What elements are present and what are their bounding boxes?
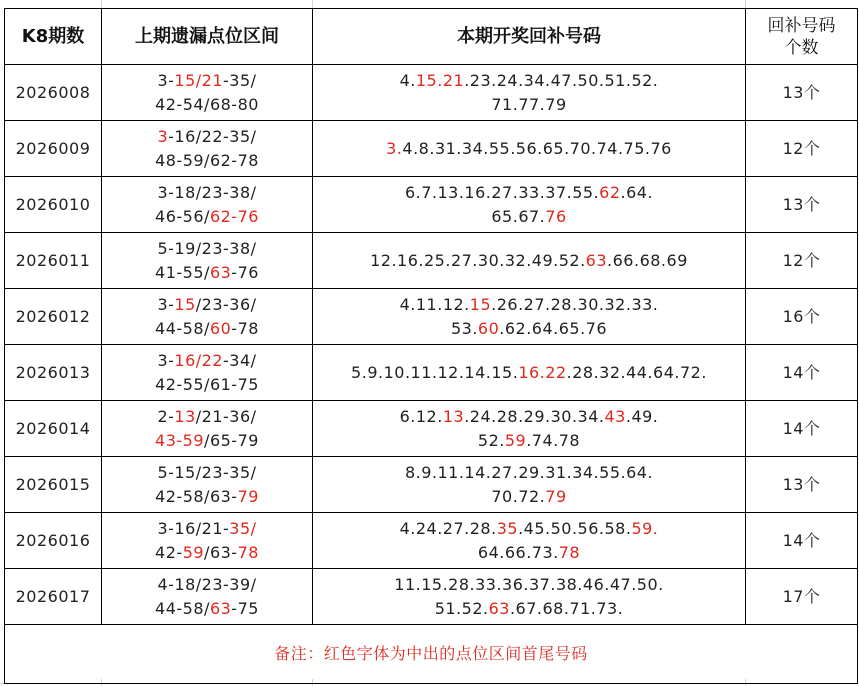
highlighted-segment: 59	[182, 542, 205, 562]
range-line	[102, 485, 312, 509]
table-row	[5, 65, 858, 121]
range-line	[102, 461, 312, 485]
header-drawn-numbers: 本期开奖回补号码	[313, 9, 746, 65]
numbers-line	[313, 597, 745, 621]
header-count-line1: 回补号码	[767, 15, 836, 36]
text-segment: 2-	[157, 406, 175, 426]
highlighted-segment: 62	[599, 182, 621, 202]
text-segment: 12.16.25.27.30.32.49.52.	[370, 250, 586, 270]
highlighted-segment: 76	[545, 206, 567, 226]
text-segment: 5.9.10.11.12.14.15.	[351, 362, 519, 382]
highlighted-segment: 13	[442, 406, 465, 426]
highlighted-segment: 15	[469, 294, 492, 314]
range-line	[102, 429, 312, 453]
text-segment: /65-79	[204, 430, 259, 450]
text-segment: 46-56/	[155, 206, 210, 226]
issue-cell: 2026009	[5, 121, 102, 177]
text-segment: 44-58/	[155, 318, 210, 338]
range-cell	[102, 121, 313, 177]
note-text: 备注：红色字体为中出的点位区间首尾号码	[5, 625, 858, 684]
numbers-cell	[313, 233, 746, 289]
highlighted-segment: 35/	[229, 518, 257, 538]
text-segment: -35/	[223, 70, 257, 90]
numbers-line	[313, 249, 745, 273]
text-segment: .67.68.71.73.	[509, 598, 624, 618]
range-line	[102, 373, 312, 397]
range-line	[102, 149, 312, 173]
header-issue: K8期数	[5, 9, 102, 65]
table-row	[5, 177, 858, 233]
highlighted-segment: 3.	[386, 138, 403, 158]
numbers-line	[313, 181, 745, 205]
highlighted-segment: 43-59	[155, 430, 205, 450]
range-cell	[102, 569, 313, 625]
text-segment: -75	[231, 598, 259, 618]
numbers-line	[313, 93, 745, 117]
range-line	[102, 293, 312, 317]
text-segment: .24.28.29.30.34.	[464, 406, 605, 426]
range-cell	[102, 65, 313, 121]
text-segment: .49.	[625, 406, 659, 426]
highlighted-segment: 43	[604, 406, 626, 426]
highlighted-segment: 63	[209, 262, 232, 282]
issue-cell: 2026015	[5, 457, 102, 513]
text-segment: /63-	[204, 542, 238, 562]
text-segment: 42-	[155, 542, 183, 562]
count-cell: 14个	[746, 345, 858, 401]
numbers-line	[313, 69, 745, 93]
text-segment: .66.68.69	[607, 250, 688, 270]
k8-table	[4, 8, 858, 684]
range-line	[102, 93, 312, 117]
text-segment: 4.	[399, 70, 416, 90]
count-cell: 14个	[746, 401, 858, 457]
header-row	[5, 9, 858, 65]
text-segment: -78	[231, 318, 259, 338]
range-line	[102, 261, 312, 285]
text-segment: .74.78	[526, 430, 581, 450]
text-segment: 6.12.	[399, 406, 443, 426]
text-segment: -34/	[223, 350, 257, 370]
numbers-cell	[313, 513, 746, 569]
numbers-line	[313, 317, 745, 341]
table-row	[5, 401, 858, 457]
highlighted-segment: 78	[237, 542, 259, 562]
text-segment: /21-36/	[195, 406, 257, 426]
text-segment: 41-55/	[155, 262, 210, 282]
text-segment: 44-58/	[155, 598, 210, 618]
grid-line	[745, 0, 746, 8]
text-segment: 3-	[157, 350, 175, 370]
numbers-cell	[313, 177, 746, 233]
text-segment: 5-19/23-38/	[157, 238, 257, 258]
range-cell	[102, 401, 313, 457]
highlighted-segment: 79	[237, 486, 259, 506]
highlighted-segment: 16.22	[518, 362, 567, 382]
numbers-line	[313, 573, 745, 597]
text-segment: 3-16/21-	[157, 518, 230, 538]
numbers-cell	[313, 457, 746, 513]
issue-cell: 2026011	[5, 233, 102, 289]
issue-cell: 2026017	[5, 569, 102, 625]
range-cell	[102, 345, 313, 401]
numbers-line	[313, 361, 745, 385]
text-segment: 4.8.31.34.55.56.65.70.74.75.76	[402, 138, 672, 158]
text-segment: 65.67.	[491, 206, 546, 226]
highlighted-segment: 15	[174, 294, 196, 314]
range-line	[102, 597, 312, 621]
text-segment: .45.50.56.58.	[518, 518, 632, 538]
numbers-line	[313, 485, 745, 509]
issue-cell: 2026012	[5, 289, 102, 345]
range-line	[102, 517, 312, 541]
highlighted-segment: 59	[504, 430, 527, 450]
text-segment: 4.24.27.28.	[399, 518, 497, 538]
table-row	[5, 121, 858, 177]
header-count-line2: 个数	[784, 37, 819, 58]
numbers-cell	[313, 289, 746, 345]
range-line	[102, 69, 312, 93]
range-cell	[102, 289, 313, 345]
count-cell: 17个	[746, 569, 858, 625]
grid-line	[101, 0, 102, 8]
highlighted-segment: 15.21	[415, 70, 465, 90]
numbers-line	[313, 137, 745, 161]
text-segment: 3-	[157, 70, 175, 90]
text-segment: .64.	[620, 182, 654, 202]
numbers-line	[313, 541, 745, 565]
highlighted-segment: 63	[209, 598, 232, 618]
text-segment: 48-59/62-78	[155, 150, 259, 170]
range-line	[102, 125, 312, 149]
highlighted-segment: 35	[496, 518, 519, 538]
highlighted-segment: 79	[545, 486, 567, 506]
highlighted-segment: 3	[157, 126, 169, 146]
text-segment: 3-18/23-38/	[157, 182, 257, 202]
highlighted-segment: 63	[585, 250, 608, 270]
text-segment: .23.24.34.47.50.51.52.	[464, 70, 659, 90]
text-segment: 64.66.73.	[477, 542, 559, 562]
numbers-cell	[313, 345, 746, 401]
issue-cell: 2026008	[5, 65, 102, 121]
table-row	[5, 233, 858, 289]
text-segment: .26.27.28.30.32.33.	[491, 294, 659, 314]
numbers-line	[313, 517, 745, 541]
count-cell: 13个	[746, 457, 858, 513]
table-row	[5, 457, 858, 513]
highlighted-segment: 62-76	[209, 206, 259, 226]
text-segment: 11.15.28.33.36.37.38.46.47.50.	[394, 574, 664, 594]
range-cell	[102, 233, 313, 289]
text-segment: 42-55/61-75	[155, 374, 259, 394]
text-segment: -16/22-35/	[168, 126, 257, 146]
highlighted-segment: 63	[488, 598, 510, 618]
range-cell	[102, 457, 313, 513]
range-cell	[102, 177, 313, 233]
numbers-line	[313, 429, 745, 453]
text-segment: /23-36/	[195, 294, 257, 314]
text-segment: 4-18/23-39/	[157, 574, 257, 594]
table-row	[5, 289, 858, 345]
range-line	[102, 181, 312, 205]
text-segment: 5-15/23-35/	[157, 462, 257, 482]
text-segment: 42-54/68-80	[155, 94, 259, 114]
grid-line	[312, 0, 313, 8]
highlighted-segment: 60	[477, 318, 500, 338]
text-segment: 3-	[157, 294, 175, 314]
highlighted-segment: 60	[209, 318, 232, 338]
table-row	[5, 513, 858, 569]
numbers-line	[313, 205, 745, 229]
range-line	[102, 205, 312, 229]
range-line	[102, 405, 312, 429]
count-cell: 13个	[746, 65, 858, 121]
numbers-line	[313, 405, 745, 429]
numbers-cell	[313, 121, 746, 177]
highlighted-segment: 16/22	[174, 350, 224, 370]
range-line	[102, 541, 312, 565]
count-cell: 16个	[746, 289, 858, 345]
range-line	[102, 237, 312, 261]
table-row	[5, 345, 858, 401]
text-segment: 42-58/63-	[155, 486, 238, 506]
range-cell	[102, 513, 313, 569]
count-cell: 12个	[746, 121, 858, 177]
count-cell: 12个	[746, 233, 858, 289]
numbers-cell	[313, 401, 746, 457]
range-line	[102, 349, 312, 373]
numbers-line	[313, 461, 745, 485]
issue-cell: 2026013	[5, 345, 102, 401]
text-segment: 70.72.	[491, 486, 546, 506]
highlighted-segment: 78	[558, 542, 581, 562]
issue-cell: 2026010	[5, 177, 102, 233]
text-segment: .62.64.65.76	[499, 318, 608, 338]
issue-cell: 2026016	[5, 513, 102, 569]
text-segment: 71.77.79	[491, 94, 567, 114]
count-cell: 14个	[746, 513, 858, 569]
range-line	[102, 573, 312, 597]
text-segment: 51.52.	[434, 598, 489, 618]
count-cell: 13个	[746, 177, 858, 233]
text-segment: 53.	[450, 318, 478, 338]
note-row	[5, 625, 858, 684]
table-row	[5, 569, 858, 625]
text-segment: -76	[231, 262, 259, 282]
header-missed-range: 上期遗漏点位区间	[102, 9, 313, 65]
range-line	[102, 317, 312, 341]
highlighted-segment: 13	[174, 406, 196, 426]
numbers-cell	[313, 65, 746, 121]
text-segment: .28.32.44.64.72.	[566, 362, 707, 382]
issue-cell: 2026014	[5, 401, 102, 457]
text-segment: 8.9.11.14.27.29.31.34.55.64.	[404, 462, 654, 482]
text-segment: 4.11.12.	[399, 294, 470, 314]
header-count	[746, 9, 858, 65]
text-segment: 52.	[477, 430, 505, 450]
numbers-cell	[313, 569, 746, 625]
text-segment: 6.7.13.16.27.33.37.55.	[404, 182, 600, 202]
highlighted-segment: 59.	[631, 518, 659, 538]
highlighted-segment: 15/21	[174, 70, 224, 90]
numbers-line	[313, 293, 745, 317]
